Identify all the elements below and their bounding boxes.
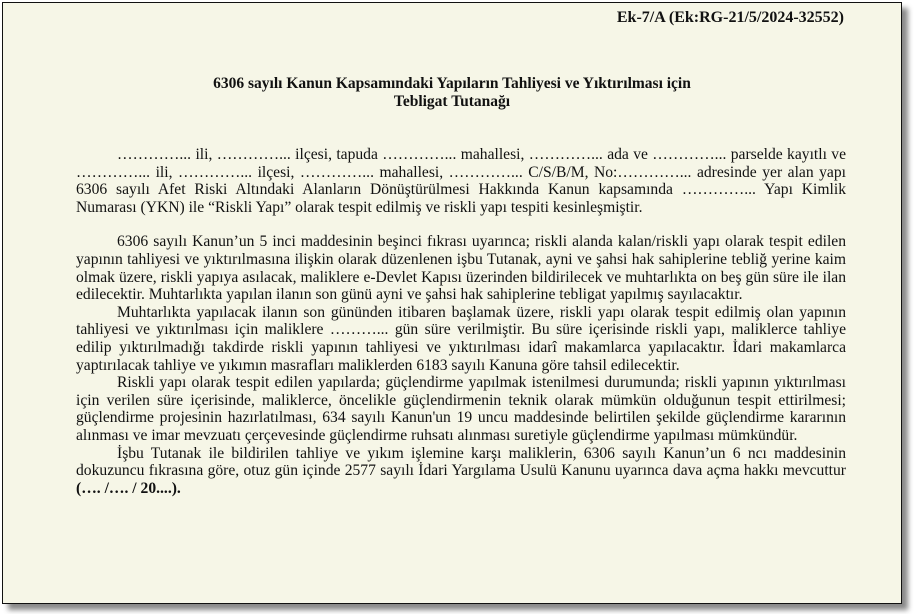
title-line-1: 6306 sayılı Kanun Kapsamındaki Yapıların Tahliyesi ve Yıktırılması için: [213, 75, 691, 92]
document-body: [76, 146, 846, 497]
paragraph-evacuation-period: Muhtarlıkta yapılacak ilanın son gününden itibaren başlamak üzere, riskli yapı olarak tespit edilmiş olan yapının tahliyesi ve yıktırılması için maliklere ………... gün süre verilmiştir. Bu süre içerisinde riskli yapı, maliklerce tahliye edilip yıktırılmadığı takdirde riskli yapının tahliyesi ve yıktırılması idarî makamlarca yapılacaktır. İdari makamlarca yaptırılacak tahliye ve yıkımın masrafları maliklerden 6183 sayılı Kanuna göre tahsil edilecektir.: [76, 303, 846, 374]
paragraph-strengthening: Riskli yapı olarak tespit edilen yapılarda; güçlendirme yapılmak istenilmesi durumunda; riskli yapının yıktırılması için verilen süre içerisinde, maliklerce, öncelikle güçlendirmenin teknik olarak mümkün olduğunun tespit ettirilmesi; güçlendirme projesinin hazırlatılması, 634 sayılı Kanun'un 19 uncu maddesinde belirtilen şekilde güçlendirme kararının alınması ve imar mevzuatı çerçevesinde güçlendirme ruhsatı alınması suretiyle güçlendirme yapılması mümkündür.: [76, 374, 846, 444]
title-line-2: Tebligat Tutanağı: [393, 93, 511, 110]
date-placeholder: (…. /…. / 20....).: [76, 479, 181, 497]
annex-reference: Ek-7/A (Ek:RG-21/5/2024-32552): [616, 9, 844, 26]
paragraph-right-to-sue: [76, 445, 846, 498]
paragraph-notification: 6306 sayılı Kanun’un 5 inci maddesinin beşinci fıkrası uyarınca; riskli alanda kalan/riskli yapı olarak tespit edilen yapının tahliyesi ve yıktırılmasına ilişkin olarak düzenlenen işbu Tutanak, ayni ve şahsi hak sahiplerine tebliğ yerine kaim olmak üzere, riskli yapıya asılacak, maliklere e-Devlet Kapısı üzerinden bildirilecek ve muhtarlıkta on beş gün süre ile ilan edilecektir. Muhtarlıkta yapılan ilanın son günü ayni ve şahsi hak sahiplerine tebligat yapılmış sayılacaktır.: [76, 233, 846, 304]
right-to-sue-text: İşbu Tutanak ile bildirilen tahliye ve yıkım işlemine karşı maliklerin, 6306 sayılı Kanun’un 6 ncı maddesinin dokuzuncu fıkrasına göre, otuz gün içinde 2577 sayılı İdari Yargılama Usulü Kanunu uyarınca dava açma hakkı mevcuttur: [76, 444, 846, 480]
paragraph-property-info: …………... ili, …………... ilçesi, tapuda …………... mahallesi, …………... ada ve …………... parselde kayıtlı ve …………... ili, …………... ilçesi, …………... mahallesi, …………... C/S/B/M, No:…………... adresinde yer alan yapı 6306 sayılı Afet Riski Altındaki Alanların Dönüştürülmesi Hakkında Kanun kapsamında …………... Yapı Kimlik Numarası (YKN) ile “Riskli Yapı” olarak tespit edilmiş ve riskli yapı tespiti kesinleşmiştir.: [76, 146, 846, 216]
document-title: [3, 75, 901, 111]
document-page: [2, 2, 902, 604]
